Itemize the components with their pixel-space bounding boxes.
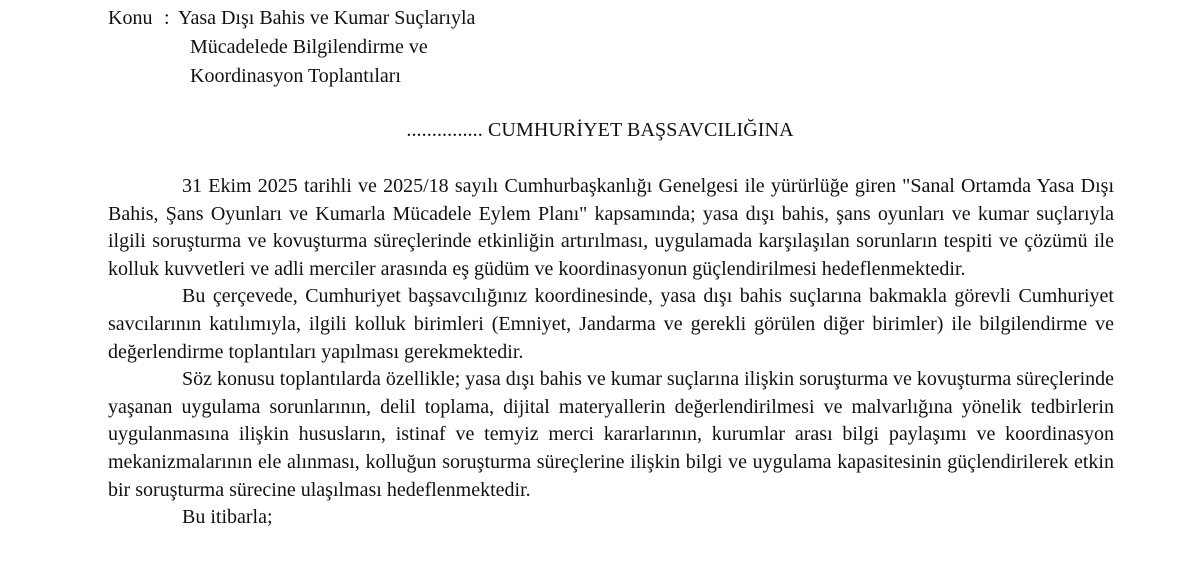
paragraph-4-text: Bu itibarla; xyxy=(182,506,273,529)
subject-label: Konu xyxy=(108,7,153,29)
paragraph-2 xyxy=(108,283,1114,366)
subject-line-3: Koordinasyon Toplantıları xyxy=(190,65,401,87)
subject-colon: : xyxy=(164,7,170,29)
subject-line-2: Mücadelede Bilgilendirme ve xyxy=(190,36,428,58)
subject-block xyxy=(108,4,475,91)
addressee-heading: ............... CUMHURİYET BAŞSAVCILIĞINA xyxy=(406,119,794,141)
subject-row-3 xyxy=(108,62,475,91)
paragraph-1 xyxy=(108,173,1114,283)
letter-body xyxy=(108,173,1114,532)
subject-row-1 xyxy=(108,4,475,33)
paragraph-3 xyxy=(108,366,1114,504)
paragraph-3-text: Söz konusu toplantılarda özellikle; yasa dışı bahis ve kumar suçlarına ilişkin soruşturma ve kovuşturma süreçlerinde yaşanan uygulama sorunlarının, delil toplama, dijital materyallerin değerlendirilmesi ve malvarlığına yönelik tedbirlerin uygulanmasına ilişkin hususların, istinaf ve temyiz merci kararlarının, kurumlar arası bilgi paylaşımı ve koordinasyon mekanizmalarının ele alınması, kolluğun soruşturma süreçlerine ilişkin bilgi ve uygulama kapasitesinin güçlendirilerek etkin bir soruşturma sürecine ulaşılması hedeflenmektedir. xyxy=(108,368,1115,501)
paragraph-4 xyxy=(108,504,1114,532)
paragraph-1-text: 31 Ekim 2025 tarihli ve 2025/18 sayılı Cumhurbaşkanlığı Genelgesi ile yürürlüğe giren "Sanal Ortamda Yasa Dışı Bahis, Şans Oyunları ve Kumarla Mücadele Eylem Planı" kapsamında; yasa dışı bahis, şans oyunları ve kumar suçlarıyla ilgili soruşturma ve kovuşturma süreçlerinde etkinliğin artırılması, uygulamada karşılaşılan sorunların tespiti ve çözümü ile kolluk kuvvetleri ve adli merciler arasında eş güdüm ve koordinasyonun güçlendirilmesi hedeflenmektedir. xyxy=(108,175,1114,280)
subject-line-1: Yasa Dışı Bahis ve Kumar Suçlarıyla xyxy=(178,7,476,29)
paragraph-2-text: Bu çerçevede, Cumhuriyet başsavcılığınız koordinesinde, yasa dışı bahis suçlarına bakmakla görevli Cumhuriyet savcılarının katılımıyla, ilgili kolluk birimleri (Emniyet, Jandarma ve gerekli görülen diğer birimler) ile bilgilendirme ve değerlendirme toplantıları yapılması gerekmektedir. xyxy=(108,285,1114,363)
subject-row-2 xyxy=(108,33,475,62)
